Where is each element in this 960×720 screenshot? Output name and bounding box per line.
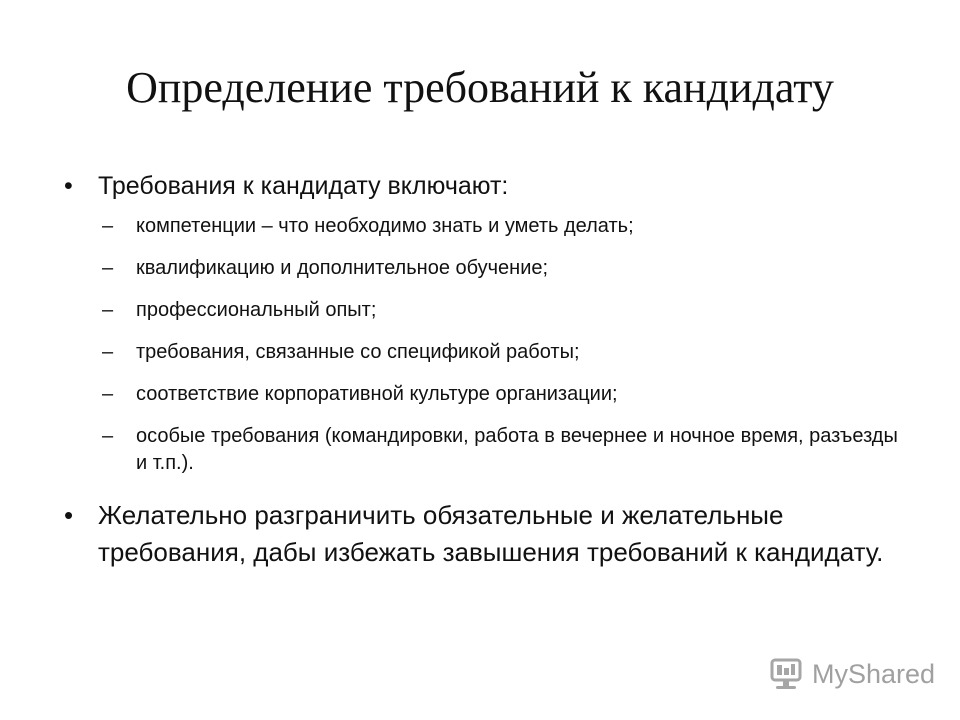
dash-marker: –: [102, 257, 114, 279]
sub-bullet-text: компетенции – что необходимо знать и уметь делать;: [136, 215, 634, 237]
slide-title: Определение требований к кандидату: [126, 63, 834, 112]
slide-content: [64, 170, 914, 571]
sub-bullet-item: [64, 255, 914, 282]
dash-marker: –: [102, 299, 114, 321]
sub-bullet-item: [64, 213, 914, 240]
sub-bullet-text: профессиональный опыт;: [136, 299, 377, 321]
bullet-text: Требования к кандидату включают:: [98, 172, 509, 200]
sub-bullet-item: [64, 423, 914, 477]
watermark-logo: [766, 654, 935, 694]
myshared-logo-icon: [766, 656, 806, 692]
sub-bullet-text: соответствие корпоративной культуре организации;: [136, 383, 618, 405]
bullet-marker: •: [64, 500, 74, 530]
bullet-item-1: [64, 170, 914, 203]
dash-marker: –: [102, 383, 114, 405]
sub-bullet-text: особые требования (командировки, работа в вечернее и ночное время, разъезды и т.п.).: [136, 425, 898, 474]
bullet-marker: •: [64, 172, 73, 200]
sub-bullet-text: требования, связанные со спецификой работы;: [136, 341, 580, 363]
bullet-text: Желательно разграничить обязательные и желательные требования, дабы избежать завышения требований к кандидату.: [98, 500, 884, 567]
sub-bullet-item: [64, 339, 914, 366]
sub-bullet-item: [64, 297, 914, 324]
dash-marker: –: [102, 425, 114, 447]
dash-marker: –: [102, 341, 114, 363]
sub-bullet-item: [64, 381, 914, 408]
dash-marker: –: [102, 215, 114, 237]
bullet-item-2: [64, 497, 914, 571]
sub-bullet-text: квалификацию и дополнительное обучение;: [136, 257, 549, 279]
watermark-text: MyShared: [812, 658, 936, 689]
